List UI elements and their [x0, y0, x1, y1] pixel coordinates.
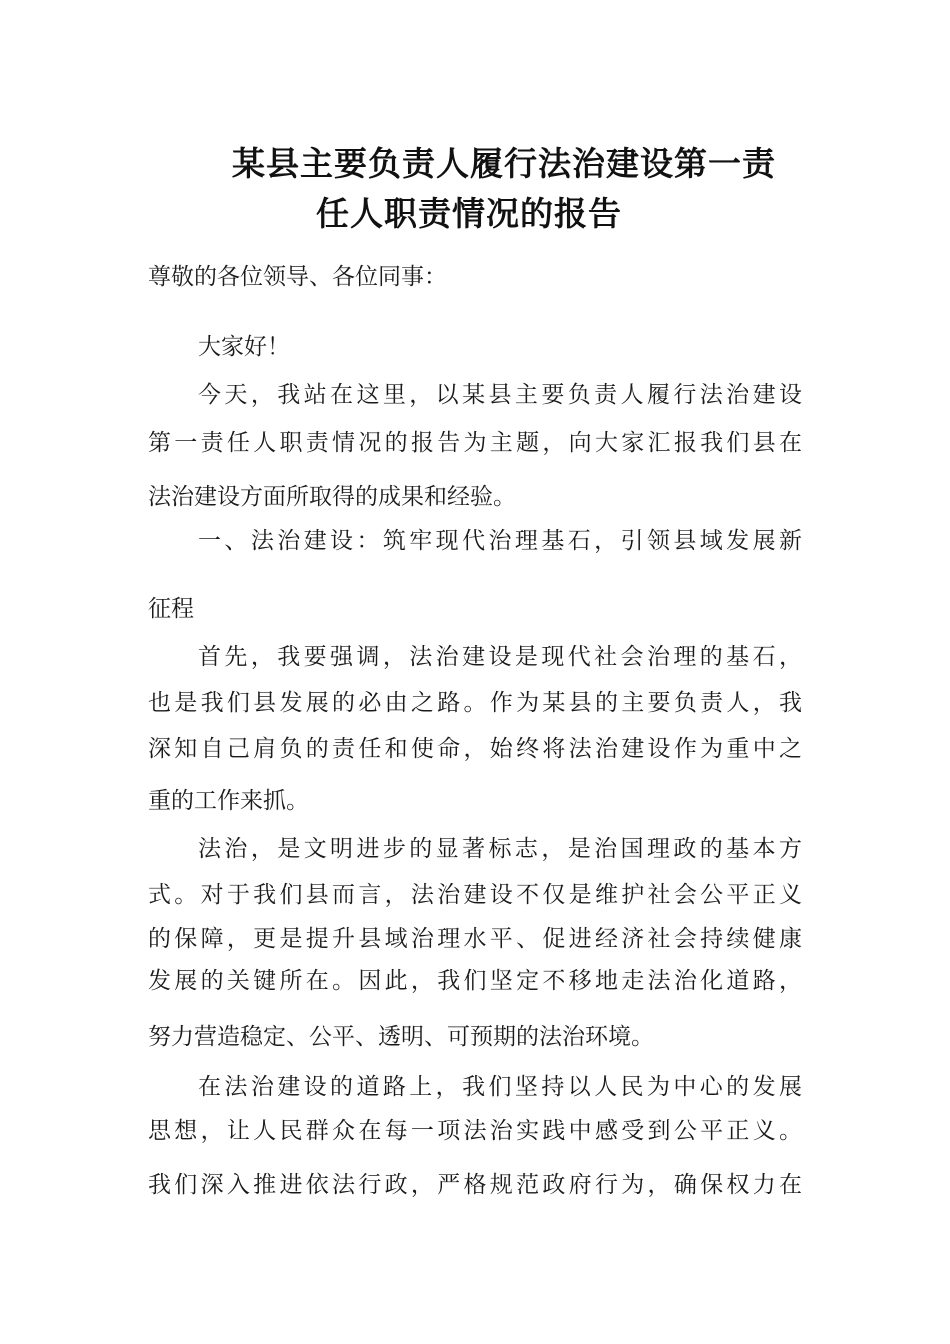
paragraph-line: 努力营造稳定、公平、透明、可预期的法治环境。 — [148, 1024, 654, 1050]
paragraph-line: 发展的关键所在。因此，我们坚定不移地走法治化道路， — [148, 968, 802, 994]
paragraph-line: 在法治建设的道路上，我们坚持以人民为中心的发展 — [198, 1074, 802, 1100]
paragraph-line: 的保障，更是提升县域治理水平、促进经济社会持续健康 — [148, 926, 802, 952]
paragraph-line: 式。对于我们县而言，法治建设不仅是维护社会公平正义 — [148, 882, 802, 908]
document-title-line-1: 某县主要负责人履行法治建设第一责 — [232, 144, 776, 183]
paragraph-line: 法治建设方面所取得的成果和经验。 — [148, 484, 516, 510]
paragraph-line: 我们深入推进依法行政，严格规范政府行为，确保权力在 — [148, 1172, 802, 1198]
paragraph-line: 深知自己肩负的责任和使命，始终将法治建设作为重中之 — [148, 736, 802, 762]
paragraph-line: 第一责任人职责情况的报告为主题，向大家汇报我们县在 — [148, 430, 802, 456]
paragraph-line: 也是我们县发展的必由之路。作为某县的主要负责人，我 — [148, 690, 802, 716]
section-heading-line: 征程 — [148, 596, 194, 622]
section-heading-line: 一、法治建设：筑牢现代治理基石，引领县域发展新 — [198, 528, 802, 554]
greeting: 大家好！ — [198, 334, 290, 360]
paragraph-line: 思想，让人民群众在每一项法治实践中感受到公平正义。 — [148, 1118, 802, 1144]
paragraph-line: 今天，我站在这里，以某县主要负责人履行法治建设 — [198, 382, 802, 408]
document-title-line-2: 任人职责情况的报告 — [316, 194, 622, 233]
paragraph-line: 重的工作来抓。 — [148, 788, 309, 814]
salutation: 尊敬的各位领导、各位同事： — [148, 264, 447, 290]
paragraph-line: 法治，是文明进步的显著标志，是治国理政的基本方 — [198, 836, 802, 862]
paragraph-line: 首先，我要强调，法治建设是现代社会治理的基石， — [198, 644, 802, 670]
